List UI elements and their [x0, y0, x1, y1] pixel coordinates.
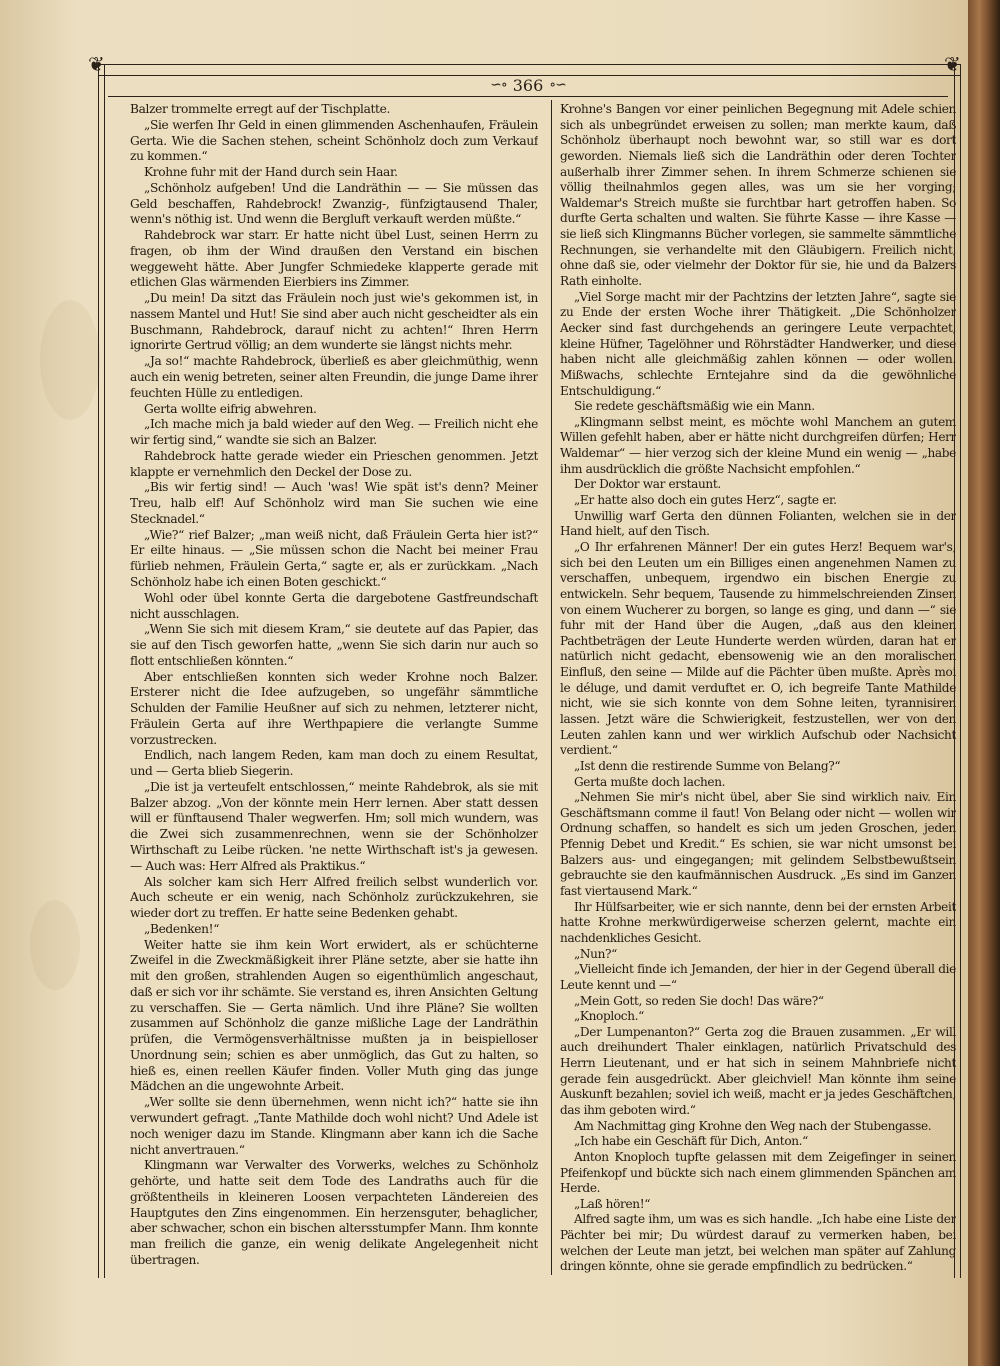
paragraph: Krohne fuhr mit der Hand durch sein Haar.	[144, 165, 398, 180]
paragraph: „Bedenken!“	[144, 921, 220, 936]
paragraph: „Wer sollte sie denn übernehmen, wenn nicht ich?“ hatte sie ihn verwundert gefragt. „Tante Mathilde doch wohl nicht? Und Adele ist noch weniger dazu im Stande. Klingmann aber kann ich die Sache nicht anvertrauen.“	[130, 1095, 538, 1157]
paragraph: Gerta wollte eifrig abwehren.	[144, 401, 317, 416]
corner-ornament-icon: ❦	[88, 52, 105, 76]
paragraph: „Laß hören!“	[574, 1196, 651, 1211]
book-spine-edge	[968, 0, 1000, 1366]
paragraph: Alfred sagte ihm, um was es sich handle. „Ich habe eine Liste der Pächter bei mir; Du würdest darauf zu vermerken haben, bei welchen der Leute man jetzt, bei welchen man später auf Zahlung dringen könnte, ohne sie gerade empfindlich zu bedrücken.“	[560, 1212, 956, 1274]
header-curl-right-icon: ∘∽	[549, 77, 566, 93]
paper-stain	[30, 900, 80, 990]
paragraph: „Ich habe ein Geschäft für Dich, Anton.“	[574, 1134, 809, 1149]
paragraph: Ihr Hülfsarbeiter, wie er sich nannte, denn bei der ernsten Arbeit hatte Krohne merkwürdigerweise scherzen gelernt, machte ein nachdenkliches Gesicht.	[560, 899, 956, 945]
paragraph: Endlich, nach langem Reden, kam man doch zu einem Resultat, und — Gerta blieb Siegerin.	[130, 748, 538, 779]
left-column	[130, 102, 538, 1274]
paragraph: Wohl oder übel konnte Gerta die dargebotene Gastfreundschaft nicht ausschlagen.	[130, 590, 538, 621]
paragraph: Aber entschließen konnten sich weder Krohne noch Balzer. Ersterer nicht die Idee aufzugeben, so ungefähr sämmtliche Schulden der Familie Heußner auf sich zu nehmen, letzterer nicht, Fräulein Gerta auf ihre Werthpapiere die verlangte Summe vorzustrecken.	[130, 669, 538, 747]
paragraph: „Mein Gott, so reden Sie doch! Das wäre?“	[574, 993, 824, 1008]
page-number: 366	[512, 75, 544, 95]
paragraph: „Ja so!“ machte Rahdebrock, überließ es aber gleichmüthig, wenn auch ein wenig betreten, seiner alten Freundin, die junge Dame ihrer feuchten Hülle zu entledigen.	[130, 354, 538, 400]
corner-ornament-icon: ❦	[944, 52, 961, 76]
paragraph: „Bis wir fertig sind! — Auch 'was! Wie spät ist's denn? Meiner Treu, halb elf! Auf Schönholz wird man Sie suchen wie eine Stecknadel.“	[130, 480, 538, 526]
paragraph: Sie redete geschäftsmäßig wie ein Mann.	[574, 399, 815, 414]
paragraph: „Wie?“ rief Balzer; „man weiß nicht, daß Fräulein Gerta hier ist?“ Er eilte hinaus. — „Sie müssen schon die Nacht bei meiner Frau fürlieb nehmen, Fräulein Gerta,“ sagte er, als er zurückkam. „Nach Schönholz habe ich einen Boten geschickt.“	[130, 527, 538, 589]
paragraph: „Viel Sorge macht mir der Pachtzins der letzten Jahre“, sagte sie zu Ende der ersten Woche ihrer Thätigkeit. „Die Schönholzer Aecker sind fast durchgehends an geringere Leute verpachtet, kleine Hüfner, Tagelöhner und Röhrstädter Handwerker, und diese haben nicht alle gleichmäßig zahlen können — oder wollen. Mißwachs, schlechte Erntejahre sind da die gewöhnliche Entschuldigung.“	[560, 289, 956, 398]
paragraph: Der Doktor war erstaunt.	[574, 477, 721, 492]
paragraph: „O Ihr erfahrenen Männer! Der ein gutes Herz! Bequem war's, sich bei den Leuten um ein Billiges einen angenehmen Namen zu verschaffen, unbequem, irgendwo ein bischen Energie zu entwickeln. Sehr bequem, Tausende zu himmelschreienden Zinsen von einem Wucherer zu borgen, so lange es ging, und dann —“ sie fuhr mit der Hand über die Augen, „daß aus den kleinen Pachtbeträgen der Leute Hunderte werden würden, daran hat er natürlich nicht gedacht, ebensowenig wie an den moralischen Einfluß, den seine — Milde auf die Pächter üben mußte. Après moi le déluge, und damit verduftet er. O, ich begreife Tante Mathilde nicht, wie sie sich konnte von dem Sohne leiten, tyrannisiren lassen. Jetzt wäre die Schwierigkeit, festzustellen, wer von den Leuten zahlen kann und wer wirklich Aufschub oder Nachsicht verdient.“	[560, 539, 956, 758]
paragraph: „Klingmann selbst meint, es möchte wohl Manchem an gutem Willen gefehlt haben, aber er hätte nicht durchgreifen dürfen; Herr Waldemar“ — hier verzog sich der kleine Mund ein wenig — „habe ihm ausdrücklich die größte Nachsicht empfohlen.“	[560, 414, 956, 476]
paragraph: Unwillig warf Gerta den dünnen Folianten, welchen sie in der Hand hielt, auf den Tisch.	[560, 508, 956, 539]
paragraph: „Vielleicht finde ich Jemanden, der hier in der Gegend überall die Leute kennt und —“	[560, 962, 956, 992]
paragraph: Anton Knoploch tupfte gelassen mit dem Zeigefinger in seinen Pfeifenkopf und bückte sich nach einem glimmenden Spänchen am Herde.	[560, 1149, 956, 1196]
paragraph: „Sie werfen Ihr Geld in einen glimmenden Aschenhaufen, Fräulein Gerta. Wie die Sachen stehen, scheint Schönholz doch zum Verkauf zu kommen.“	[130, 117, 538, 164]
paragraph: Als solcher kam sich Herr Alfred freilich selbst wunderlich vor. Auch scheute er ein wenig, nach Schönholz zurückzukehren, sie wieder dort zu treffen. Er hatte seine Bedenken gehabt.	[130, 874, 538, 921]
paragraph: Rahdebrock hatte gerade wieder ein Prieschen genommen. Jetzt klappte er vernehmlich den Deckel der Dose zu.	[130, 448, 538, 479]
paragraph: „Wenn Sie sich mit diesem Kram,“ sie deutete auf das Papier, das sie auf den Tisch geworfen hatte, „wenn Sie sich darin nur auch so flott entschließen könnten.“	[130, 622, 538, 668]
right-column	[560, 102, 956, 1274]
paragraph: „Nehmen Sie mir's nicht übel, aber Sie sind wirklich naiv. Ein Geschäftsmann comme il faut! Von Belang oder nicht — wollen wir Ordnung schaffen, so handelt es sich um jeden Groschen, jeden Pfennig Debet und Kredit.“ Es schien, sie war nicht umsonst bei Balzers aus- und eingegangen; mit gelindem Selbstbewußtsein gebrauchte sie den kaufmännischen Ausdruck. „Es sind im Ganzen fast viertausend Mark.“	[560, 790, 956, 899]
paragraph: „Du mein! Da sitzt das Fräulein noch just wie's gekommen ist, in nassem Mantel und Hut! Sie sind aber auch nicht gescheidter als ein Buschmann, Rahdebrock, darauf nicht zu achten!“ Ihren Herrn ignorirte Gertrud völlig; an dem wunderte sie längst nichts mehr.	[130, 291, 538, 353]
header-curl-left-icon: ∽∘	[490, 77, 507, 93]
paper-stain	[40, 300, 100, 420]
paragraph: Klingmann war Verwalter des Vorwerks, welches zu Schönholz gehörte, und hatte seit dem Tode des Landraths auch für die größtentheils in kleineren Loosen verpachteten Ländereien des Hauptgutes den Zins eingenommen. Ein herzensguter, behaglicher, aber schwacher, schon ein bischen altersstumpfer Mann. Ihm konnte man freilich die ganze, ein wenig delikate Angelegenheit nicht übertragen.	[130, 1158, 538, 1267]
paragraph: Gerta mußte doch lachen.	[574, 774, 726, 789]
paragraph: „Ist denn die restirende Summe von Belang?“	[574, 758, 841, 773]
column-divider	[551, 100, 552, 1275]
paragraph: „Der Lumpenanton?“ Gerta zog die Brauen zusammen. „Er will auch dreihundert Thaler einklagen, natürlich Privatschuld des Herrn Lieutenant, und er hat sich in seinem Mahnbriefe nicht gerade fein ausgedrückt. Aber gleichviel! Man könnte ihm seine Auskunft bezahlen; soviel ich weiß, macht er ja jedes Geschäftchen, das ihm geboten wird.“	[560, 1024, 956, 1117]
paragraph: Krohne's Bangen vor einer peinlichen Begegnung mit Adele schien sich als unbegründet erweisen zu sollen; man merkte kaum, daß Schönholz überhaupt noch bewohnt war, so still war es dort geworden. Niemals ließ sich die Landräthin oder deren Tochter außerhalb ihrer Zimmer sehen. In ihrem Schmerze schienen sie völlig theilnahmlos gegen alles, was um sie her vorging; Waldemar's Streich mußte sie furchtbar hart getroffen haben. So durfte Gerta schalten und walten. Sie führte Kasse — ihre Kasse — sie ließ sich Klingmanns Bücher vorlegen, sie sammelte sämmtliche Rechnungen, sie verhandelte mit den Gläubigern. Freilich nicht, ohne daß sie, oder vielmehr der Doktor für sie, hie und da Balzers Rath einholte.	[560, 102, 956, 289]
page-header	[103, 75, 953, 95]
paragraph: „Er hatte also doch ein gutes Herz“, sagte er.	[574, 493, 837, 508]
frame-left-rule	[98, 64, 105, 1278]
paragraph: „Ich mache mich ja bald wieder auf den Weg. — Freilich nicht ehe wir fertig sind,“ wandte sie sich an Balzer.	[130, 417, 538, 448]
paragraph: „Die ist ja verteufelt entschlossen,“ meinte Rahdebrok, als sie mit Balzer abzog. „Von der könnte mein Herr lernen. Aber statt dessen will er fünftausend Thaler wegwerfen. Hm; soll mich wundern, was die Zwei sich zusammenrechnen, wenn sie der Schönholzer Wirthschaft zu Leibe rücken. 'ne nette Wirthschaft ist's ja gewesen. — Auch was: Herr Alfred als Praktikus.“	[130, 779, 538, 873]
header-rule	[108, 96, 948, 97]
paragraph: „Knoploch.“	[574, 1009, 644, 1024]
paragraph: „Nun?“	[574, 946, 617, 961]
paragraph: „Schönholz aufgeben! Und die Landräthin — — Sie müssen das Geld beschaffen, Rahdebrock! Zwanzig-, fünfzigtausend Thaler, wenn's nöthig ist. Und wenn die Bergluft verkauft werden müßte.“	[130, 180, 538, 227]
paragraph: Rahdebrock war starr. Er hatte nicht übel Lust, seinen Herrn zu fragen, ob ihm der Wind draußen den Verstand ein bischen weggeweht hätte. Aber Jungfer Schmiedeke klapperte gerade mit etlichen Glas wärmenden Eierbiers ins Zimmer.	[130, 228, 538, 290]
paragraph: Weiter hatte sie ihm kein Wort erwidert, als er schüchterne Zweifel in die Zweckmäßigkeit ihrer Pläne setzte, aber sie hatte ihn mit den großen, strahlenden Augen so eigenthümlich angeschaut, daß er sich vor ihr schämte. Sie verstand es, ihren Ansichten Geltung zu verschaffen. Sie — Gerta nämlich. Und ihre Pläne? Sie wollten zusammen auf Schönholz die ganze mißliche Lage der Landräthin prüfen, die Vermögensverhältnisse mußten ja in beispielloser Unordnung sein; schien es aber unmöglich, das Gut zu halten, so hieß es, einen reellen Käufer finden. Voller Muth ging das junge Mädchen an die ungewohnte Arbeit.	[130, 937, 538, 1094]
paragraph: Balzer trommelte erregt auf der Tischplatte.	[130, 102, 390, 116]
paragraph: Am Nachmittag ging Krohne den Weg nach der Stubengasse.	[574, 1118, 932, 1133]
